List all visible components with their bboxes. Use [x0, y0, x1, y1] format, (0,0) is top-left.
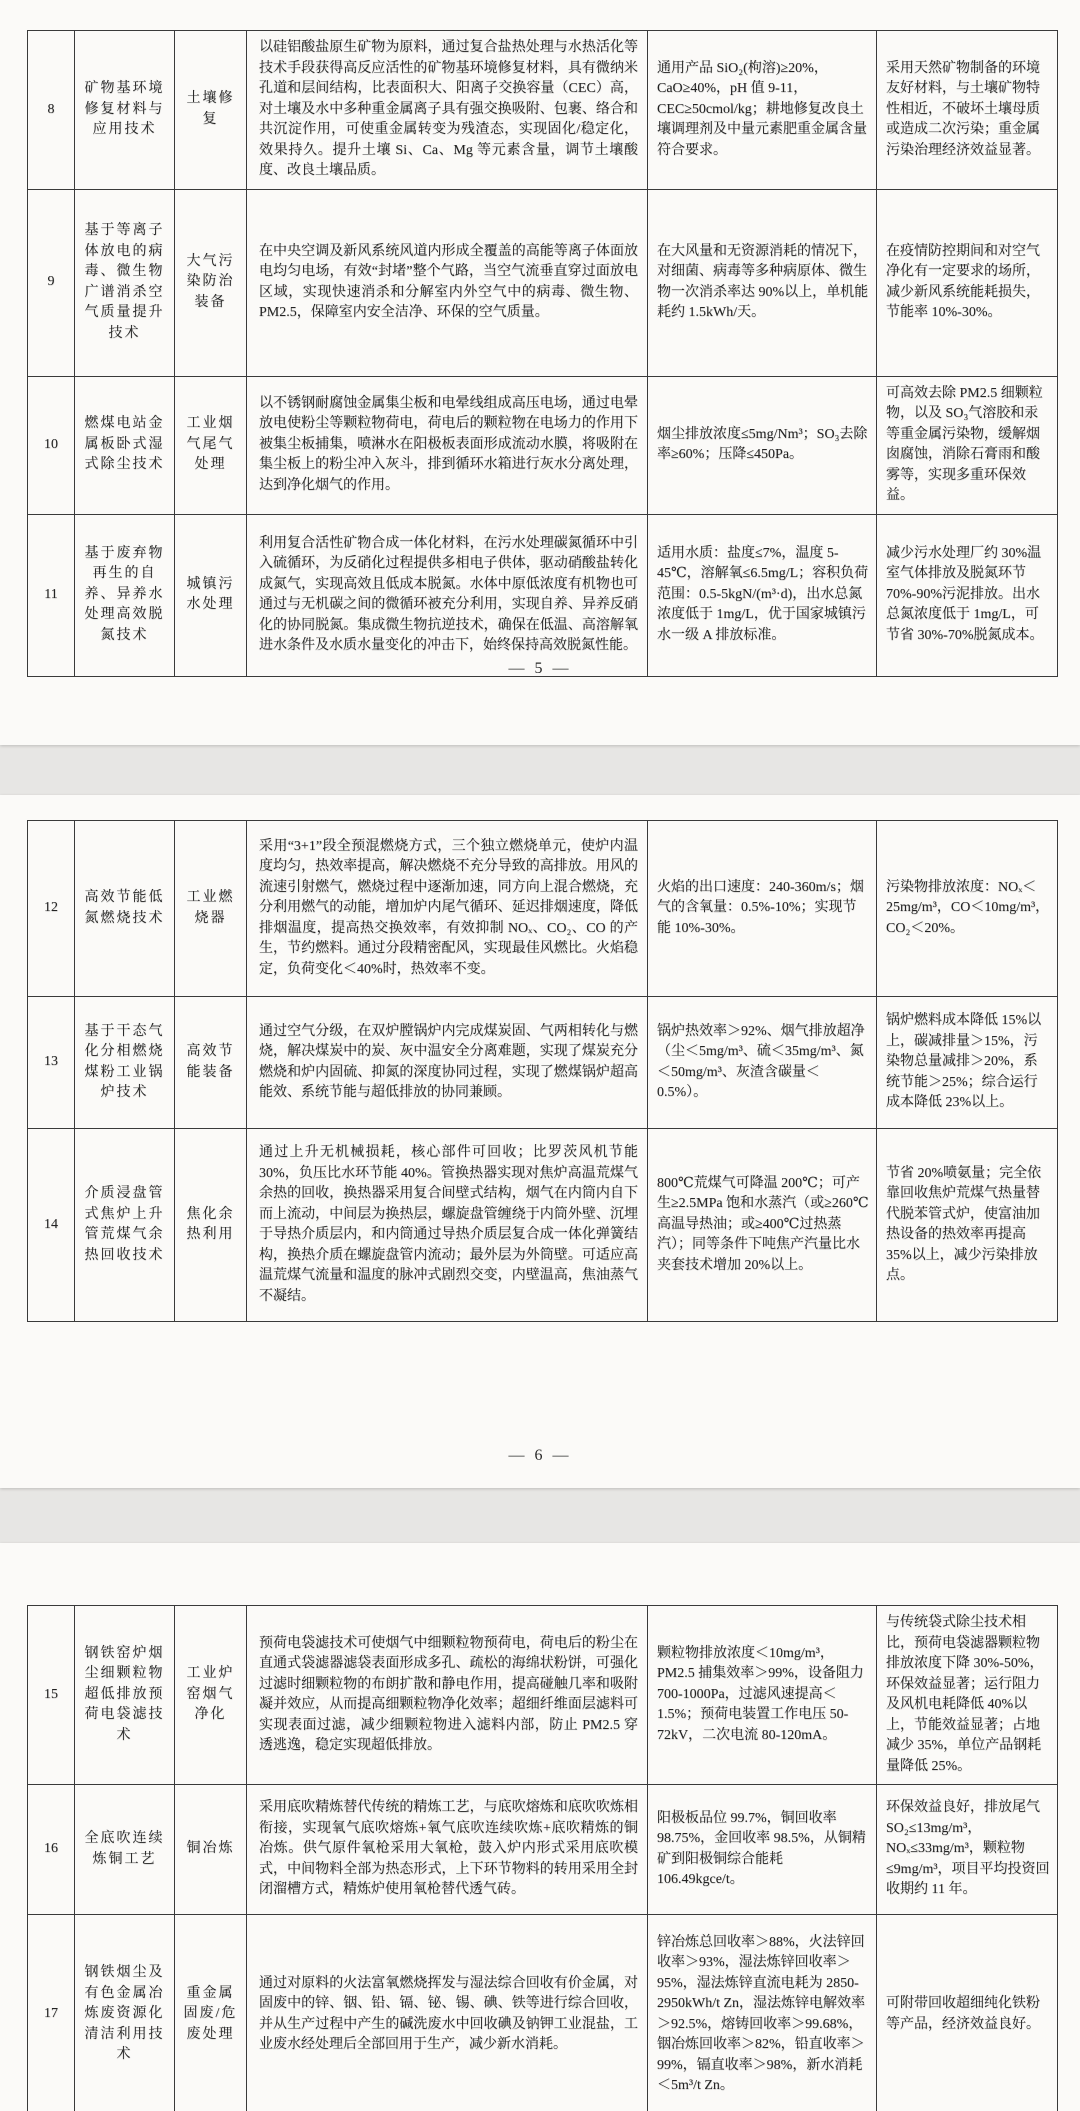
category-cell: 焦化余热利用 — [175, 1129, 247, 1322]
category-cell: 工业炉窑烟气净化 — [175, 1606, 247, 1785]
row-number-cell: 11 — [28, 514, 75, 676]
description-cell: 采用“3+1”段全预混燃烧方式，三个独立燃烧单元，使炉内温度均匀，热效率提高，解决燃烧不充分导致的高排放。用风的流速引射燃气，燃烧过程中逐渐加速，同方向上混合燃烧，充分利用燃气的动能，增加炉内尾气循环、延迟排烟速度，降低排烟温度，提高热交换效率，有效抑制 NOₓ、CO₂、CO 的产生，节约燃料。通过分段精密配风，实现最佳风燃比。火焰稳定，负荷变化＜40%时，热效率不变。 — [247, 821, 648, 997]
category-cell: 铜冶炼 — [175, 1785, 247, 1915]
indicator-cell: 适用水质：盐度≤7%，温度 5-45℃，溶解氧≤6.5mg/L；容积负荷范围：0.5-5kgN/(m³·d)，出水总氮浓度低于 1mg/L，优于国家城镇污水一级 A 排放标准。 — [648, 514, 877, 676]
page-number-5: — 5 — — [508, 660, 572, 677]
indicator-cell: 在大风量和无资源消耗的情况下，对细菌、病毒等多种病原体、微生物一次消杀率达 90%以上，单机能耗约 1.5kWh/天。 — [648, 189, 877, 376]
page-number-6: — 6 — — [508, 1447, 572, 1464]
document-page-6 — [0, 795, 1080, 1488]
row-number-cell: 12 — [28, 821, 75, 997]
tech-name-cell: 燃煤电站金属板卧式湿式除尘技术 — [75, 376, 175, 514]
category-cell: 大气污染防治装备 — [175, 189, 247, 376]
row-number-cell: 9 — [28, 189, 75, 376]
indicator-cell: 火焰的出口速度：240-360m/s；烟气的含氧量：0.5%-10%；实现节能 10%-30%。 — [648, 821, 877, 997]
row-number-cell: 17 — [28, 1915, 75, 2111]
row-number-cell: 14 — [28, 1129, 75, 1322]
tech-name-cell: 钢铁烟尘及有色金属冶炼废资源化清洁利用技术 — [75, 1915, 175, 2111]
table-row — [28, 1915, 1058, 2111]
indicator-cell: 锅炉热效率＞92%、烟气排放超净（尘＜5mg/m³、硫＜35mg/m³、氮＜50mg/m³、灰渣含碳量＜0.5%）。 — [648, 997, 877, 1129]
table-row — [28, 1785, 1058, 1915]
description-cell: 通过空气分级，在双炉膛锅炉内完成煤炭固、气两相转化与燃烧，解决煤炭中的炭、灰中温安全分离难题，实现了煤炭充分燃烧和炉内固硫、抑氮的深度协同过程，实现了燃煤锅炉超高能效、系统节能与超低排放的协同兼顾。 — [247, 997, 648, 1129]
description-cell: 以不锈钢耐腐蚀金属集尘板和电晕线组成高压电场，通过电晕放电使粉尘等颗粒物荷电，荷电后的颗粒物在电场力的作用下被集尘板捕集，喷淋水在阳极板表面形成流动水膜，将吸附在集尘板上的粉尘冲入灰斗，排到循环水箱进行灰水分离处理，达到净化烟气的作用。 — [247, 376, 648, 514]
tech-name-cell: 基于废弃物再生的自养、异养水处理高效脱氮技术 — [75, 514, 175, 676]
row-number-cell: 16 — [28, 1785, 75, 1915]
benefit-cell: 在疫情防控期间和对空气净化有一定要求的场所，减少新风系统能耗损失，节能率 10%-30%。 — [877, 189, 1058, 376]
description-cell: 利用复合活性矿物合成一体化材料，在污水处理碳氮循环中引入硫循环，为反硝化过程提供多相电子供体，驱动硝酸盐转化成氮气，实现高效且低成本脱氮。水体中原低浓度有机物也可通过与无机碳之间的微循环被充分利用，实现自养、异养反硝化的协同脱氮。集成微生物抗逆技术，确保在低温、高溶解氧进水条件及水质水量变化的冲击下，始终保持高效脱氮性能。 — [247, 514, 648, 676]
tech-name-cell: 基于干态气化分相燃烧煤粉工业锅炉技术 — [75, 997, 175, 1129]
table-row — [28, 997, 1058, 1129]
category-cell: 工业烟气尾气处理 — [175, 376, 247, 514]
row-number-cell: 13 — [28, 997, 75, 1129]
category-cell: 工业燃烧器 — [175, 821, 247, 997]
benefit-cell: 与传统袋式除尘技术相比，预荷电袋滤器颗粒物排放浓度下降 30%-50%，环保效益显著；运行阻力及风机电耗降低 40%以上，节能效益显著；占地减少 35%，单位产品钢耗量降低 25%。 — [877, 1606, 1058, 1785]
table-row — [28, 376, 1058, 514]
row-number-cell: 10 — [28, 376, 75, 514]
indicator-cell: 锌冶炼总回收率＞88%，火法锌回收率＞93%，湿法炼锌回收率＞95%，湿法炼锌直流电耗为 2850-2950kWh/t Zn，湿法炼锌电解效率＞92.5%，熔铸回收率＞99.68%，铟冶炼回收率＞82%，铅直收率＞99%，镉直收率＞98%，新水消耗＜5m³/t Zn。 — [648, 1915, 877, 2111]
page-gap — [0, 745, 1080, 795]
indicator-cell: 800℃荒煤气可降温 200℃；可产生≥2.5MPa 饱和水蒸汽（或≥260℃高温导热油；或≥400℃过热蒸汽）；同等条件下吨焦产汽量比水夹套技术增加 20%以上。 — [648, 1129, 877, 1322]
tech-name-cell: 钢铁窑炉烟尘细颗粒物超低排放预荷电袋滤技术 — [75, 1606, 175, 1785]
description-cell: 以硅铝酸盐原生矿物为原料，通过复合盐热处理与水热活化等技术手段获得高反应活性的矿物基环境修复材料，具有微纳米孔道和层间结构，比表面积大、阳离子交换容量（CEC）高，对土壤及水中多种重金属离子具有强交换吸附、包裹、络合和共沉淀作用，可使重金属转变为残渣态，实现固化/稳定化，效果持久。提升土壤 Si、Ca、Mg 等元素含量，调节土壤酸度、改良土壤品质。 — [247, 31, 648, 190]
document-page-7 — [0, 1543, 1080, 2111]
table-row — [28, 821, 1058, 997]
tech-name-cell: 矿物基环境修复材料与应用技术 — [75, 31, 175, 190]
benefit-cell: 锅炉燃料成本降低 15%以上，碳减排量＞15%，污染物总量减排＞20%，系统节能＞25%；综合运行成本降低 23%以上。 — [877, 997, 1058, 1129]
description-cell: 采用底吹精炼替代传统的精炼工艺，与底吹熔炼和底吹吹炼相衔接，实现氧气底吹熔炼+氧气底吹连续吹炼+底吹精炼的铜冶炼。供气原件氧枪采用大氧枪，鼓入炉内形式采用底吹模式，中间物料全部为热态形式，上下环节物料的转用采用全封闭溜槽方式，精炼炉使用氧枪替代透气砖。 — [247, 1785, 648, 1915]
indicator-cell: 颗粒物排放浓度＜10mg/m³，PM2.5 捕集效率＞99%，设备阻力 700-1000Pa，过滤风速提高＜1.5%；预荷电装置工作电压 50-72kV，二次电流 80-120mA。 — [648, 1606, 877, 1785]
tech-name-cell: 全底吹连续炼铜工艺 — [75, 1785, 175, 1915]
tech-name-cell: 高效节能低氮燃烧技术 — [75, 821, 175, 997]
tech-name-cell: 基于等离子体放电的病毒、微生物广谱消杀空气质量提升技术 — [75, 189, 175, 376]
description-cell: 预荷电袋滤技术可使烟气中细颗粒物预荷电，荷电后的粉尘在直通式袋滤器滤袋表面形成多孔、疏松的海绵状粉饼，可强化过滤时细颗粒物的布朗扩散和静电作用，提高碰触几率和吸附凝并效应，从而提高细颗粒物净化效率；超细纤维面层滤料可实现表面过滤，减少细颗粒物进入滤料内部，防止 PM2.5 穿透逃逸，稳定实现超低排放。 — [247, 1606, 648, 1785]
benefit-cell: 采用天然矿物制备的环境友好材料，与土壤矿物特性相近，不破坏土壤母质或造成二次污染；重金属污染治理经济效益显著。 — [877, 31, 1058, 190]
benefit-cell: 可高效去除 PM2.5 细颗粒物，以及 SO₃气溶胶和汞等重金属污染物，缓解烟囱腐蚀，消除石膏雨和酸雾等，实现多重环保效益。 — [877, 376, 1058, 514]
tech-name-cell: 介质浸盘管式焦炉上升管荒煤气余热回收技术 — [75, 1129, 175, 1322]
page-gap — [0, 1488, 1080, 1543]
technology-table-page-7 — [27, 1605, 1058, 2111]
table-row — [28, 1606, 1058, 1785]
row-number-cell: 8 — [28, 31, 75, 190]
table-row — [28, 514, 1058, 676]
description-cell: 通过对原料的火法富氧燃烧挥发与湿法综合回收有价金属，对固废中的锌、铟、铅、镉、铋、锡、碘、铁等进行综合回收，并从生产过程中产生的碱洗废水中回收碘及钠钾工业混盐，工业废水经处理后全部回用于生产，减少新水消耗。 — [247, 1915, 648, 2111]
indicator-cell: 通用产品 SiO₂(枸溶)≥20%，CaO≥40%，pH 值 9-11，CEC≥50cmol/kg；耕地修复改良土壤调理剂及中量元素肥重金属含量符合要求。 — [648, 31, 877, 190]
indicator-cell: 阳极板品位 99.7%，铜回收率 98.75%，金回收率 98.5%，从铜精矿到阳极铜综合能耗 106.49kgce/t。 — [648, 1785, 877, 1915]
category-cell: 重金属固废/危废处理 — [175, 1915, 247, 2111]
description-cell: 通过上升无机械损耗，核心部件可回收；比罗茨风机节能 30%，负压比水环节能 40%。管换热器实现对焦炉高温荒煤气余热的回收，换热器采用复合间壁式结构，烟气在内筒内自下而上流动，中间层为换热层，螺旋盘管缠绕于内筒外壁、沉埋于导热介质层内，和内筒通过导热介质层复合成一体化弹簧结构，换热介质在螺旋盘管内流动；最外层为外筒壁。可适应高温荒煤气流量和温度的脉冲式剧烈交变，内壁温高，焦油蒸气不凝结。 — [247, 1129, 648, 1322]
technology-table-page-6 — [27, 820, 1058, 1322]
benefit-cell: 减少污水处理厂约 30%温室气体排放及脱氮环节 70%-90%污泥排放。出水总氮浓度低于 1mg/L，可节省 30%-70%脱氮成本。 — [877, 514, 1058, 676]
table-row — [28, 189, 1058, 376]
table-row — [28, 1129, 1058, 1322]
row-number-cell: 15 — [28, 1606, 75, 1785]
category-cell: 高效节能装备 — [175, 997, 247, 1129]
benefit-cell: 可附带回收超细纯化铁粉等产品，经济效益良好。 — [877, 1915, 1058, 2111]
benefit-cell: 污染物排放浓度：NOₓ＜25mg/m³，CO＜10mg/m³，CO₂＜20%。 — [877, 821, 1058, 997]
indicator-cell: 烟尘排放浓度≤5mg/Nm³；SO₃去除率≥60%；压降≤450Pa。 — [648, 376, 877, 514]
benefit-cell: 环保效益良好，排放尾气 SO₂≤13mg/m³，NOₓ≤33mg/m³，颗粒物≤9mg/m³，项目平均投资回收期约 11 年。 — [877, 1785, 1058, 1915]
benefit-cell: 节省 20%喷氨量；完全依靠回收焦炉荒煤气热量替代脱苯管式炉，使富油加热设备的热效率再提高 35%以上，减少污染排放点。 — [877, 1129, 1058, 1322]
table-row — [28, 31, 1058, 190]
category-cell: 土壤修复 — [175, 31, 247, 190]
category-cell: 城镇污水处理 — [175, 514, 247, 676]
document-page-5 — [0, 0, 1080, 745]
technology-table-page-5 — [27, 30, 1058, 677]
description-cell: 在中央空调及新风系统风道内形成全覆盖的高能等离子体面放电均匀电场，有效“封堵”整个气路，当空气流垂直穿过面放电区域，实现快速消杀和分解室内外空气中的病毒、微生物、PM2.5，保障室内安全洁净、环保的空气质量。 — [247, 189, 648, 376]
